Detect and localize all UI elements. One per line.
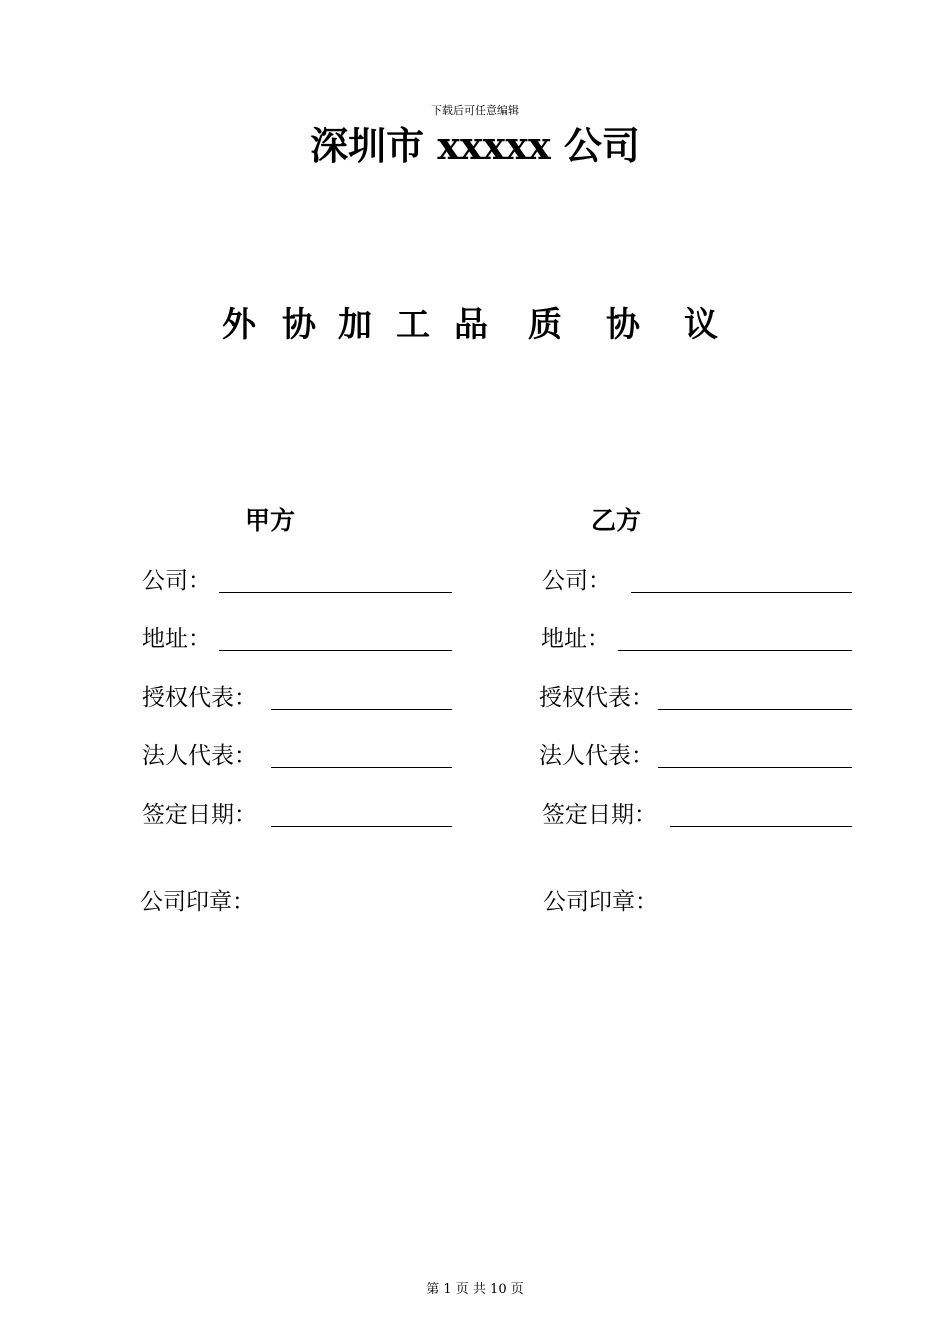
download-note: 下载后可任意编辑 [431, 104, 519, 117]
party-b-sign-date-line[interactable] [670, 826, 852, 827]
party-b-sign-date-label: 签定日期： [542, 802, 657, 828]
document-title-char: 议 [684, 305, 718, 345]
document-title-char: 协 [282, 305, 316, 345]
party-b-seal-label: 公司印章： [543, 889, 658, 915]
page-footer: 第 1 页 共 10 页 [426, 1282, 524, 1297]
party-a-seal-label: 公司印章： [140, 889, 255, 915]
document-title-char: 外 [222, 305, 256, 345]
document-title [222, 300, 732, 350]
party-a-authorized-rep-label: 授权代表： [142, 685, 257, 711]
company-title: 深圳市 xxxxx 公司 [310, 123, 640, 168]
party-a-authorized-rep-line[interactable] [271, 709, 452, 710]
party-b-company-label: 公司： [542, 568, 611, 594]
party-a-company-label: 公司： [142, 568, 211, 594]
document-title-char: 品 [454, 305, 488, 345]
document-title-char: 加 [338, 305, 372, 345]
party-b-legal-rep-line[interactable] [658, 767, 852, 768]
party-a-address-line[interactable] [219, 650, 452, 651]
party-a-legal-rep-line[interactable] [271, 767, 452, 768]
document-title-char: 质 [528, 305, 562, 345]
party-b-company-line[interactable] [631, 592, 852, 593]
party-a-legal-rep-label: 法人代表： [142, 743, 257, 769]
party-a-heading: 甲方 [245, 506, 296, 535]
party-b-authorized-rep-line[interactable] [658, 709, 852, 710]
party-a-address-label: 地址： [142, 626, 211, 652]
party-a-sign-date-line[interactable] [271, 826, 452, 827]
document-title-char: 工 [396, 305, 430, 345]
party-b-address-line[interactable] [618, 650, 852, 651]
party-b-address-label: 地址： [541, 626, 610, 652]
party-b-authorized-rep-label: 授权代表： [539, 685, 654, 711]
party-b-heading: 乙方 [591, 506, 642, 535]
party-a-sign-date-label: 签定日期： [142, 802, 257, 828]
document-title-char: 协 [606, 305, 640, 345]
party-a-company-line[interactable] [219, 592, 452, 593]
party-b-legal-rep-label: 法人代表： [539, 743, 654, 769]
